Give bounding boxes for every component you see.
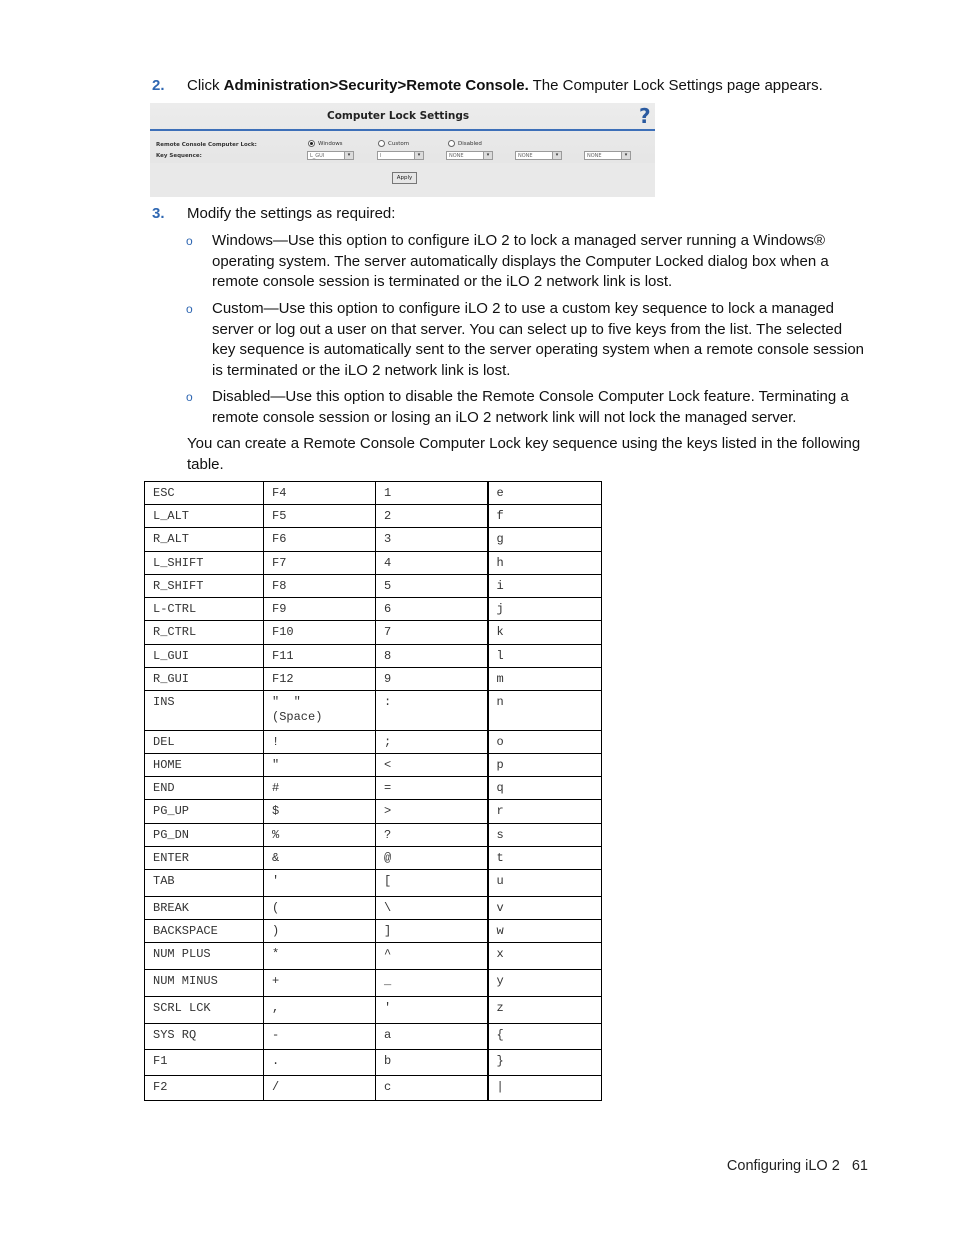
table-cell: g	[488, 528, 602, 552]
table-cell: L_SHIFT	[145, 552, 264, 575]
table-cell: @	[376, 847, 488, 870]
table-cell: f	[488, 505, 602, 528]
radio-dot-icon	[308, 140, 315, 147]
table-cell: \	[376, 897, 488, 920]
bullet-custom	[186, 299, 876, 381]
table-cell: {	[488, 1024, 602, 1050]
step-prefix: Click	[187, 77, 224, 94]
table-cell: F9	[264, 598, 376, 621]
table-row	[145, 1050, 602, 1076]
table-cell: '	[264, 870, 376, 897]
table-row	[145, 997, 602, 1024]
table-cell: DEL	[145, 731, 264, 754]
table-row	[145, 1024, 602, 1050]
table-cell: &	[264, 847, 376, 870]
table-cell: F1	[145, 1050, 264, 1076]
key-select-5[interactable]: NONE ▾	[584, 151, 631, 160]
table-cell: R_GUI	[145, 668, 264, 691]
table-row	[145, 754, 602, 777]
table-cell: "	[264, 754, 376, 777]
table-cell: ESC	[145, 482, 264, 505]
table-cell: '	[376, 997, 488, 1024]
table-cell: )	[264, 920, 376, 943]
chevron-down-icon: ▾	[621, 152, 630, 159]
table-cell: z	[488, 997, 602, 1024]
table-cell: F6	[264, 528, 376, 552]
table-cell: a	[376, 1024, 488, 1050]
chevron-down-icon: ▾	[414, 152, 423, 159]
table-cell: R_ALT	[145, 528, 264, 552]
intro-paragraph: You can create a Remote Console Computer Lock key sequence using the keys listed in the following table.	[187, 435, 861, 473]
table-cell: s	[488, 824, 602, 847]
bullet-icon: o	[186, 390, 193, 404]
table-cell: ?	[376, 824, 488, 847]
table-cell: n	[488, 691, 602, 731]
key-select-2[interactable]: l ▾	[377, 151, 424, 160]
table-cell: F11	[264, 645, 376, 668]
step-text: Modify the settings as required:	[187, 205, 396, 222]
table-cell: ENTER	[145, 847, 264, 870]
table-cell: F10	[264, 621, 376, 645]
bullet-text: Windows—Use this option to configure iLO 2 to lock a managed server running a Windows® operating system. The server automatically displays the Computer Locked dialog box when a remote console session is terminated or the iLO 2 network link is lost.	[212, 232, 829, 290]
radio-windows[interactable]: Windows	[308, 140, 343, 147]
table-row	[145, 800, 602, 824]
table-row	[145, 621, 602, 645]
table-cell: ^	[376, 943, 488, 970]
table-row	[145, 824, 602, 847]
table-cell: |	[488, 1076, 602, 1101]
table-row	[145, 870, 602, 897]
table-cell: TAB	[145, 870, 264, 897]
step-suffix: The Computer Lock Settings page appears.	[528, 77, 823, 94]
table-cell: PG_UP	[145, 800, 264, 824]
table-cell: l	[488, 645, 602, 668]
table-cell: BREAK	[145, 897, 264, 920]
table-cell: }	[488, 1050, 602, 1076]
page-footer	[727, 1158, 868, 1174]
bullet-icon: o	[186, 234, 193, 248]
table-cell: #	[264, 777, 376, 800]
radio-custom[interactable]: Custom	[378, 140, 409, 147]
table-cell: F5	[264, 505, 376, 528]
table-cell: m	[488, 668, 602, 691]
footer-section: Configuring iLO 2	[726, 1158, 840, 1174]
bullet-disabled	[186, 387, 876, 428]
table-cell: R_CTRL	[145, 621, 264, 645]
key-table-body	[145, 482, 602, 1101]
table-cell: t	[488, 847, 602, 870]
screenshot-title: Computer Lock Settings	[327, 110, 470, 122]
table-cell: =	[376, 777, 488, 800]
table-cell: -	[264, 1024, 376, 1050]
table-cell: 5	[376, 575, 488, 598]
chevron-down-icon: ▾	[344, 152, 353, 159]
table-row	[145, 552, 602, 575]
table-row	[145, 598, 602, 621]
table-cell: b	[376, 1050, 488, 1076]
table-cell: 9	[376, 668, 488, 691]
table-row	[145, 943, 602, 970]
table-cell: L_ALT	[145, 505, 264, 528]
key-table	[144, 481, 602, 1101]
bullet-text: Disabled—Use this option to disable the Remote Console Computer Lock feature. Terminating a remote console session or losing an iLO 2 network link will not lock the managed server.	[212, 388, 849, 426]
table-cell: $	[264, 800, 376, 824]
table-row	[145, 575, 602, 598]
table-cell: u	[488, 870, 602, 897]
step-number: 3.	[152, 205, 165, 222]
key-sequence-label: Key Sequence:	[156, 153, 202, 159]
table-cell: ;	[376, 731, 488, 754]
apply-button[interactable]: Apply	[392, 172, 417, 184]
table-row	[145, 731, 602, 754]
table-cell: 8	[376, 645, 488, 668]
table-row	[145, 505, 602, 528]
table-cell: L_GUI	[145, 645, 264, 668]
key-select-1[interactable]: L_GUI ▾	[307, 151, 354, 160]
computer-lock-settings-screenshot	[150, 103, 655, 197]
table-cell: r	[488, 800, 602, 824]
radio-dot-icon	[448, 140, 455, 147]
table-cell: 7	[376, 621, 488, 645]
table-cell: R_SHIFT	[145, 575, 264, 598]
table-cell: ,	[264, 997, 376, 1024]
table-cell: j	[488, 598, 602, 621]
table-cell: !	[264, 731, 376, 754]
table-cell: p	[488, 754, 602, 777]
bullet-windows	[186, 231, 876, 293]
table-cell: F2	[145, 1076, 264, 1101]
key-select-4[interactable]: NONE ▾	[515, 151, 562, 160]
table-row	[145, 1076, 602, 1101]
table-cell: 2	[376, 505, 488, 528]
table-cell: END	[145, 777, 264, 800]
chevron-down-icon: ▾	[552, 152, 561, 159]
table-cell: <	[376, 754, 488, 777]
table-cell: ]	[376, 920, 488, 943]
radio-disabled[interactable]: Disabled	[448, 140, 482, 147]
table-cell: :	[376, 691, 488, 731]
table-cell: SYS RQ	[145, 1024, 264, 1050]
table-cell: k	[488, 621, 602, 645]
table-cell: F8	[264, 575, 376, 598]
table-cell: h	[488, 552, 602, 575]
table-cell: F12	[264, 668, 376, 691]
table-row	[145, 920, 602, 943]
table-row	[145, 777, 602, 800]
table-cell: 1	[376, 482, 488, 505]
bullet-text: Custom—Use this option to configure iLO 2 to use a custom key sequence to lock a managed server or log out a user on that server. You can select up to five keys from the list. The selected key sequence is automatically sent to the server operating system when a remote console session is terminated or the iLO 2 network link is lost.	[212, 300, 865, 379]
table-cell: NUM PLUS	[145, 943, 264, 970]
table-cell: q	[488, 777, 602, 800]
table-cell: c	[376, 1076, 488, 1101]
table-cell: NUM MINUS	[145, 970, 264, 997]
table-cell: >	[376, 800, 488, 824]
radio-dot-icon	[378, 140, 385, 147]
table-row	[145, 482, 602, 505]
step-number: 2.	[152, 77, 165, 94]
key-select-3[interactable]: NONE ▾	[446, 151, 493, 160]
table-cell: (	[264, 897, 376, 920]
table-cell: SCRL LCK	[145, 997, 264, 1024]
table-cell: *	[264, 943, 376, 970]
table-cell: INS	[145, 691, 264, 731]
table-row	[145, 970, 602, 997]
table-cell: +	[264, 970, 376, 997]
table-row	[145, 668, 602, 691]
table-cell: " " (Space)	[264, 691, 376, 731]
table-cell: HOME	[145, 754, 264, 777]
table-row	[145, 691, 602, 731]
bullet-icon: o	[186, 302, 193, 316]
table-row	[145, 528, 602, 552]
table-cell: w	[488, 920, 602, 943]
table-cell: _	[376, 970, 488, 997]
step-text	[187, 76, 877, 96]
table-cell: L-CTRL	[145, 598, 264, 621]
table-row	[145, 897, 602, 920]
title-divider	[150, 129, 655, 131]
table-cell: v	[488, 897, 602, 920]
table-cell: i	[488, 575, 602, 598]
table-cell: F4	[264, 482, 376, 505]
help-icon[interactable]: ?	[639, 104, 651, 128]
table-cell: e	[488, 482, 602, 505]
table-cell: y	[488, 970, 602, 997]
table-cell: PG_DN	[145, 824, 264, 847]
table-cell: 3	[376, 528, 488, 552]
menu-path: Administration>Security>Remote Console.	[223, 77, 529, 94]
table-cell: %	[264, 824, 376, 847]
table-row	[145, 847, 602, 870]
table-cell: .	[264, 1050, 376, 1076]
chevron-down-icon: ▾	[483, 152, 492, 159]
table-cell: F7	[264, 552, 376, 575]
table-cell: 6	[376, 598, 488, 621]
page-number: 61	[851, 1158, 868, 1174]
computer-lock-label: Remote Console Computer Lock:	[156, 142, 257, 148]
table-cell: x	[488, 943, 602, 970]
table-cell: [	[376, 870, 488, 897]
table-cell: o	[488, 731, 602, 754]
table-cell: BACKSPACE	[145, 920, 264, 943]
table-row	[145, 645, 602, 668]
table-cell: /	[264, 1076, 376, 1101]
table-cell: 4	[376, 552, 488, 575]
